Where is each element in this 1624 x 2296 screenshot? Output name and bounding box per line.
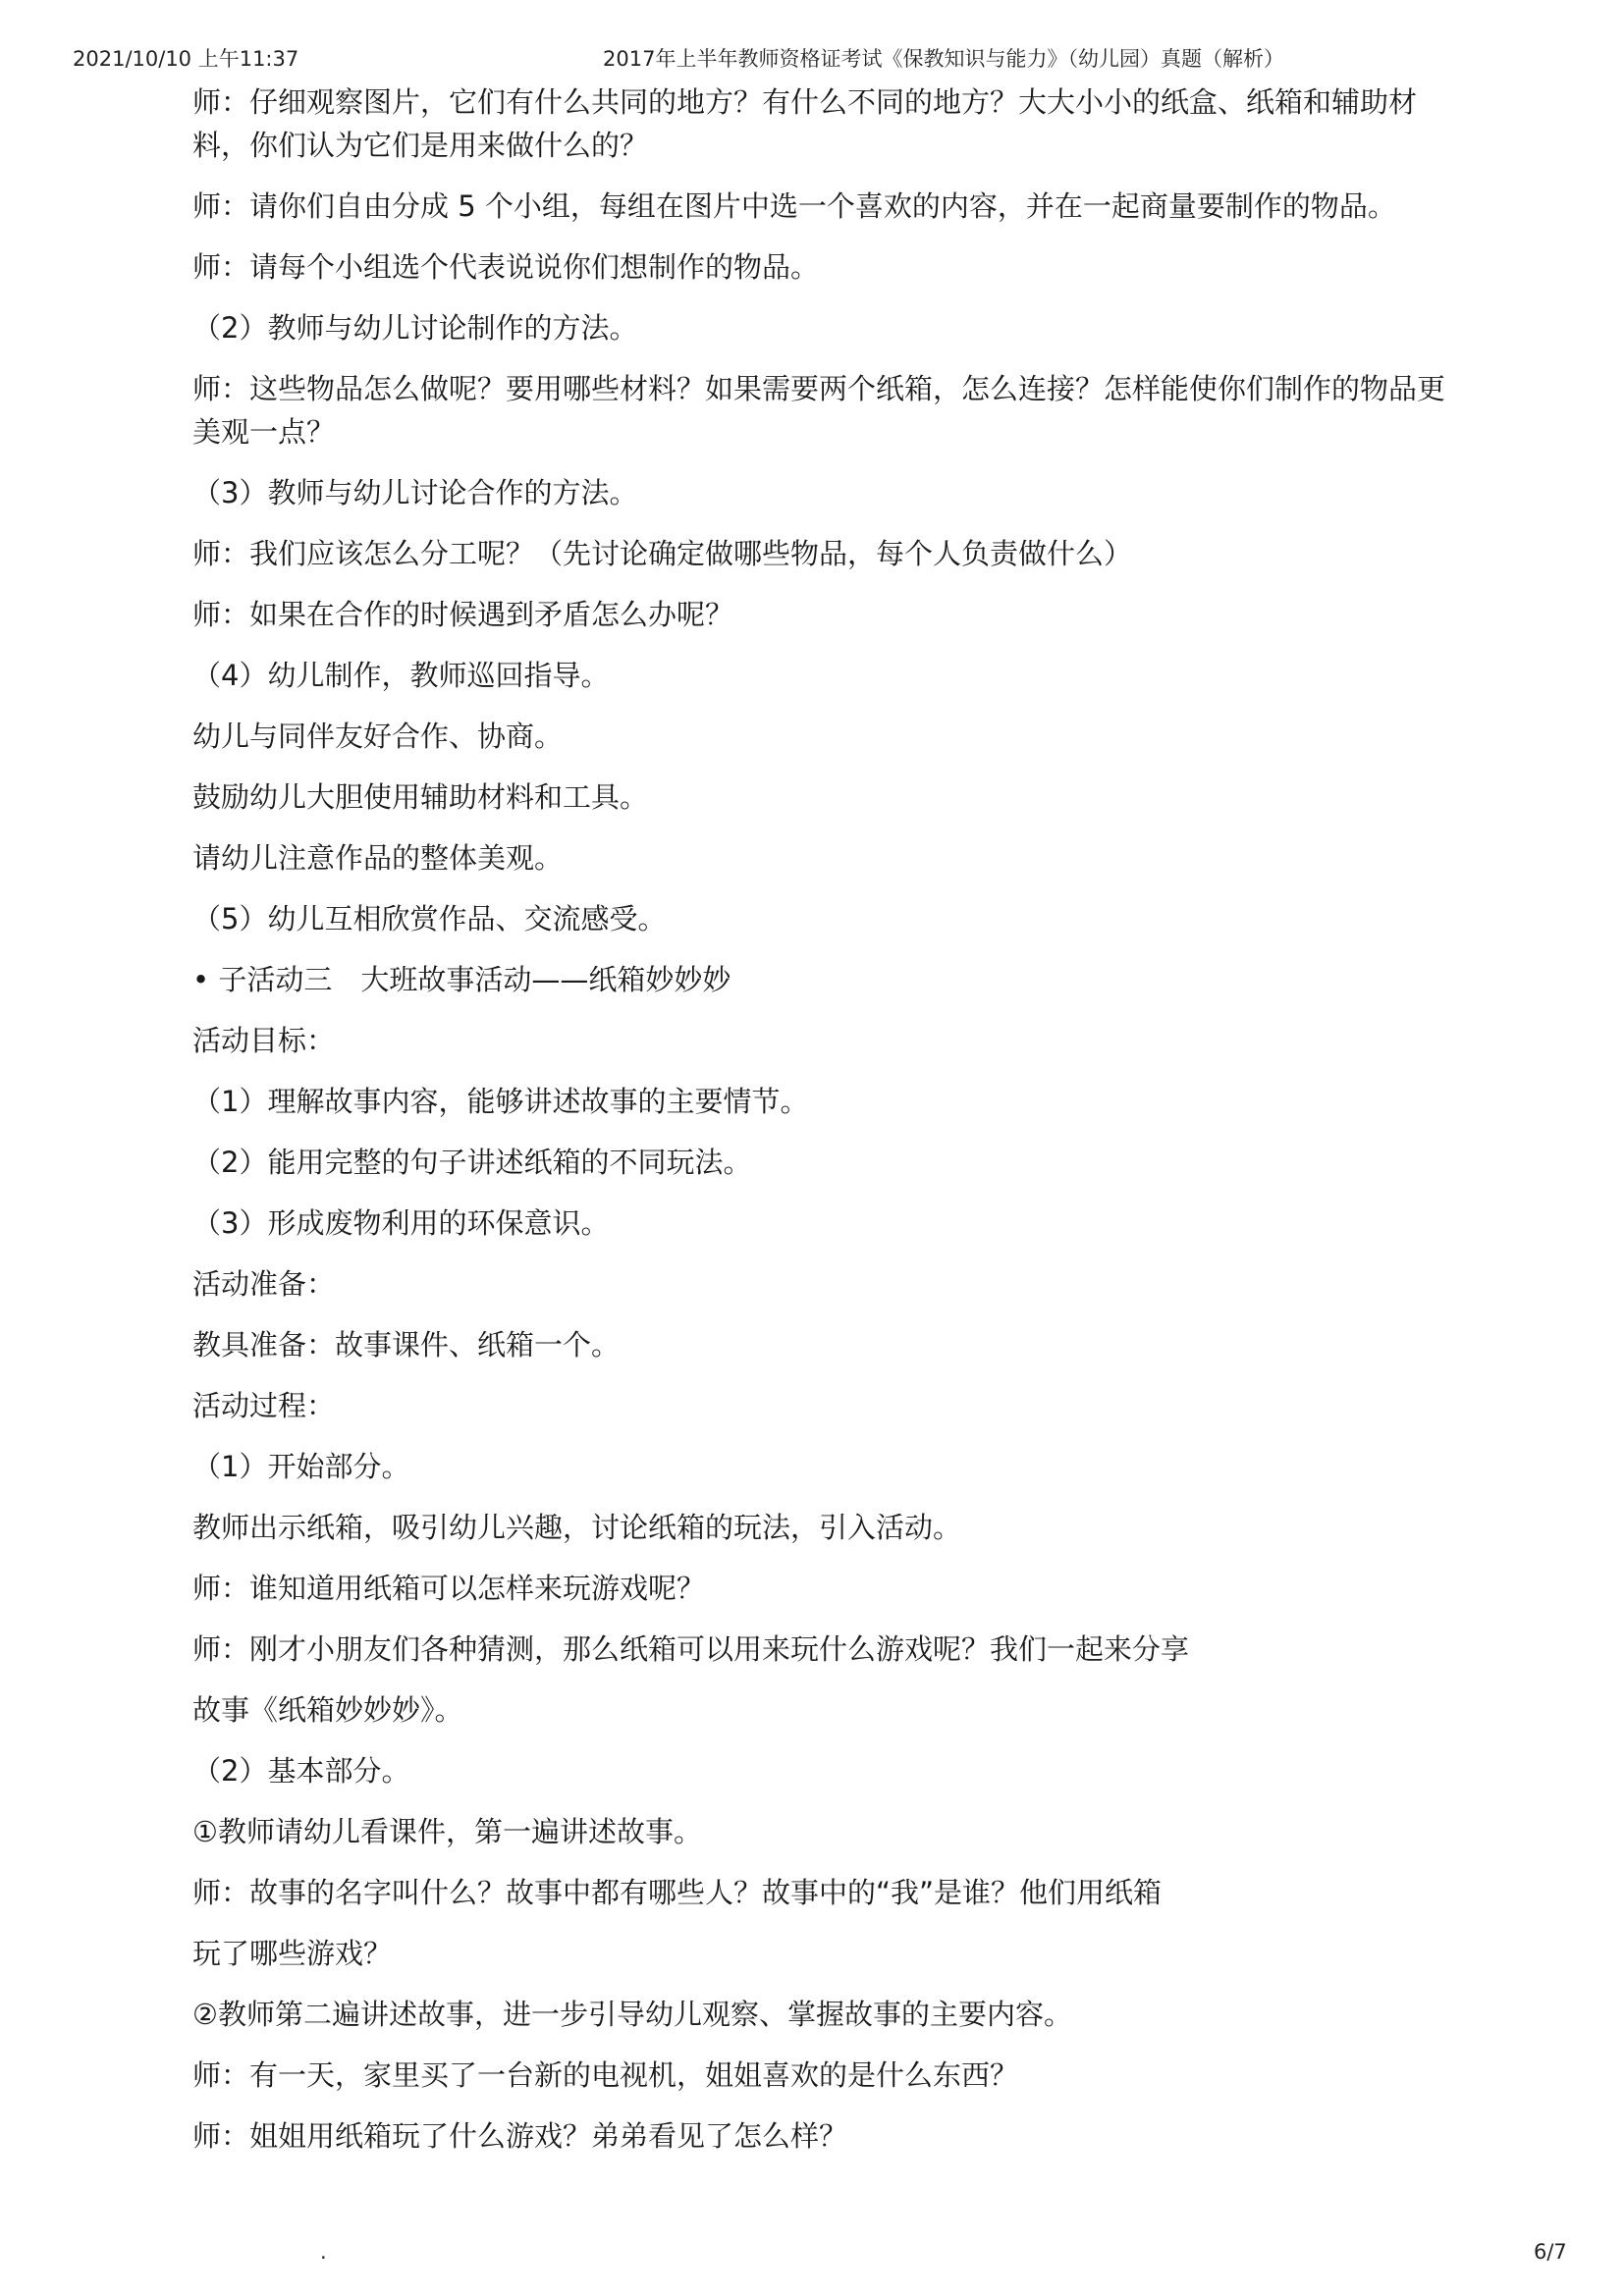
text-line: 师：姐姐用纸箱玩了什么游戏？弟弟看见了怎么样？ [192, 2119, 848, 2153]
text-line: 师：故事的名字叫什么？故事中都有哪些人？故事中的“我”是谁？他们用纸箱 [192, 1876, 1163, 1909]
text-line: 师：请你们自由分成 5 个小组，每组在图片中选一个喜欢的内容，并在一起商量要制作的物品。 [192, 189, 1396, 223]
page-header [0, 39, 1624, 79]
text-line: 师：这些物品怎么做呢？要用哪些材料？如果需要两个纸箱，怎么连接？怎样能使你们制作的物品更 [192, 372, 1446, 405]
text-line: 师：刚才小朋友们各种猜测，那么纸箱可以用来玩什么游戏呢？我们一起来分享 [192, 1632, 1190, 1666]
header-datetime: 2021/10/10 上午11:37 [73, 47, 299, 71]
text-line: 师：仔细观察图片，它们有什么共同的地方？有什么不同的地方？大大小小的纸盒、纸箱和辅助材 [192, 85, 1418, 119]
text-line: 鼓励幼儿大胆使用辅助材料和工具。 [192, 780, 649, 814]
text-line: 师：谁知道用纸箱可以怎样来玩游戏呢？ [192, 1572, 706, 1605]
text-line: 师：有一天，家里买了一台新的电视机，姐姐喜欢的是什么东西？ [192, 2058, 1019, 2092]
footer-dot: . [320, 2240, 327, 2264]
text-line: • 子活动三 大班故事活动——纸箱妙妙妙 [192, 963, 731, 996]
text-line: （2）基本部分。 [192, 1754, 410, 1788]
text-line: 师：如果在合作的时候遇到矛盾怎么办呢？ [192, 598, 734, 631]
text-line: 活动准备： [192, 1267, 336, 1301]
header-title: 2017年上半年教师资格证考试《保教知识与能力》（幼儿园）真题（解析） [603, 47, 1284, 71]
text-line: （1）开始部分。 [192, 1450, 410, 1483]
text-line: 故事《纸箱妙妙妙》。 [192, 1693, 463, 1727]
text-line: 教具准备：故事课件、纸箱一个。 [192, 1328, 621, 1362]
text-line: （5）幼儿互相欣赏作品、交流感受。 [192, 902, 667, 935]
text-line: 师：我们应该怎么分工呢？（先讨论确定做哪些物品，每个人负责做什么） [192, 537, 1133, 570]
text-line: 活动过程： [192, 1389, 336, 1422]
text-line: 请幼儿注意作品的整体美观。 [192, 841, 564, 875]
text-line: 幼儿与同伴友好合作、协商。 [192, 720, 564, 753]
text-line: 师：请每个小组选个代表说说你们想制作的物品。 [192, 250, 820, 284]
page-footer [0, 2240, 1624, 2279]
text-line: （3）形成废物利用的环保意识。 [192, 1206, 610, 1240]
text-line: 玩了哪些游戏？ [192, 1937, 393, 1970]
text-line: 美观一点？ [192, 415, 336, 449]
document-body [192, 80, 1489, 2158]
text-line: ②教师第二遍讲述故事，进一步引导幼儿观察、掌握故事的主要内容。 [192, 1998, 1072, 2031]
text-line: 料，你们认为它们是用来做什么的？ [192, 129, 649, 162]
text-line: （3）教师与幼儿讨论合作的方法。 [192, 476, 638, 509]
text-line: ①教师请幼儿看课件，第一遍讲述故事。 [192, 1815, 702, 1848]
text-line: 教师出示纸箱，吸引幼儿兴趣，讨论纸箱的玩法，引入活动。 [192, 1511, 962, 1544]
text-line: （1）理解故事内容，能够讲述故事的主要情节。 [192, 1085, 809, 1118]
text-line: （2）能用完整的句子讲述纸箱的不同玩法。 [192, 1146, 752, 1179]
text-line: 活动目标： [192, 1024, 336, 1057]
text-line: （4）幼儿制作，教师巡回指导。 [192, 659, 610, 692]
page-number: 6/7 [1534, 2240, 1567, 2264]
text-line: （2）教师与幼儿讨论制作的方法。 [192, 311, 638, 345]
